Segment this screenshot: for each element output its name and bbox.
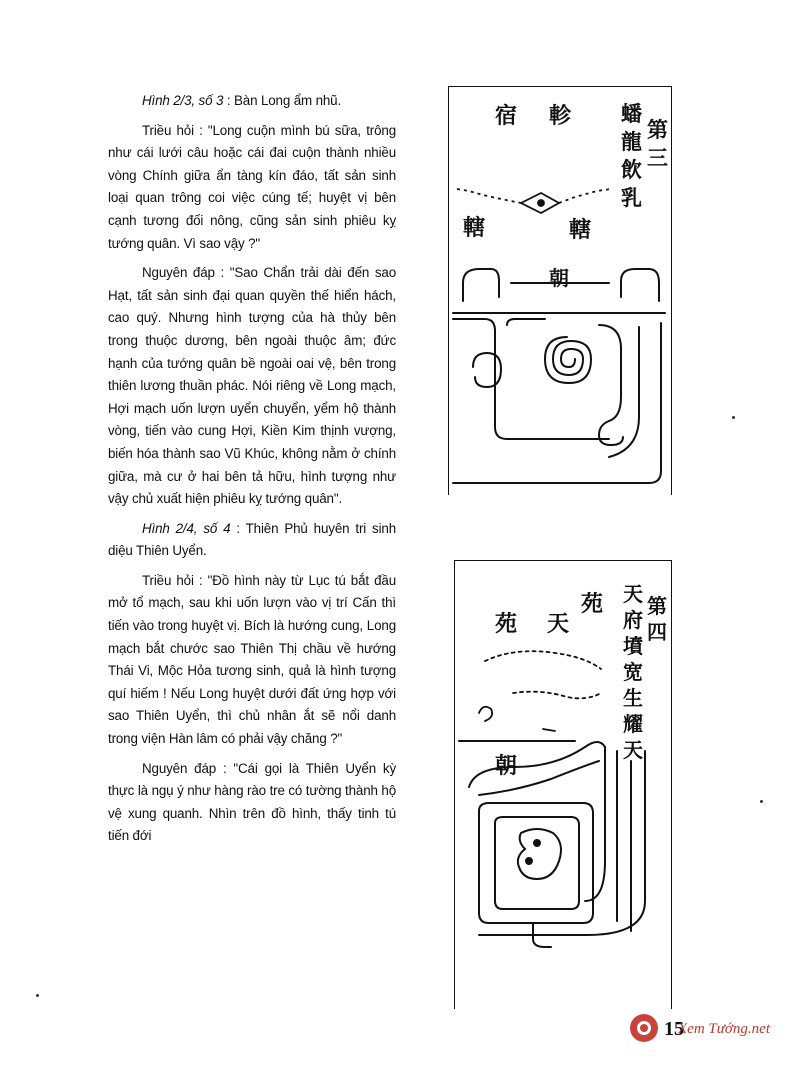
- label-yuan-top: 苑: [581, 591, 604, 617]
- dragon-vein: [453, 269, 665, 483]
- palace-core: [518, 829, 561, 879]
- figure-coiled-dragon: [448, 86, 672, 495]
- label-ling: 軫: [549, 103, 572, 129]
- yin-yang-logo-icon: [630, 1014, 658, 1042]
- vein-curve: [469, 742, 605, 787]
- star-dash: [543, 729, 555, 731]
- label-right: 轄: [569, 217, 592, 243]
- figure-thien-phu-drawing: [455, 561, 671, 1009]
- vein-hook: [473, 353, 501, 387]
- page-number: 15: [664, 1018, 684, 1040]
- title-char: 墳: [623, 634, 643, 658]
- title-char: 蟠: [621, 101, 642, 126]
- scan-speck: [760, 800, 763, 803]
- paragraph-nguyen-answer-1: [108, 262, 396, 511]
- paragraph-figure-2-4-caption: [108, 518, 396, 563]
- title-char: 生: [623, 686, 643, 710]
- title-char: 宽: [623, 660, 643, 684]
- vein-loop: [453, 319, 609, 439]
- title-char: 耀: [623, 712, 643, 736]
- figure-thien-phu: [454, 560, 672, 1009]
- label-left: 轄: [463, 215, 486, 241]
- palace-vein: [459, 741, 645, 947]
- paragraph-text: Nguyên đáp : "Sao Chẩn trải dài đến sao Hạt, tất sản sinh đại quan quyền thế hiển hách, cao quý. Nhưng hình tượng của hà thủy bên trong thuộc dương, bên ngoài thuộc âm; đức hạnh của tướng quân bề ngoài oai vệ, bên trong thiên lương thuần phác. Nói riêng về Long mạch, Hợi mạch uốn lượn uyển chuyển, yểm hộ thành vòng, tiến vào cung Hợi, Kiền Kim thịnh vượng, biến hóa thành sao Vũ Khúc, không nằm ở chính giữa, mà cư ở hai bên tả hữu, hình tượng như vậy chủ xuất hiện phiêu kỵ tướng quân".: [108, 265, 396, 507]
- label-chao: 朝: [495, 753, 518, 779]
- vein-line: [507, 319, 545, 325]
- star-link: [559, 189, 611, 203]
- paragraph-text: Nguyên đáp : "Cái gọi là Thiên Uyển kỳ thực là ngụ ý như hàng rào tre có tường thành hộ vệ xung quanh. Nhìn trên đồ hình, thấy tinh tú tiến đới: [108, 760, 396, 844]
- title-char: 天: [623, 738, 643, 762]
- brand-watermark: Xem Tướng.net: [678, 1021, 771, 1037]
- figure-coiled-dragon-drawing: [449, 87, 671, 495]
- title-char: 第: [647, 594, 667, 618]
- paragraph-text: Triều hỏi : "Đồ hình này từ Lục tú bắt đầu mở tổ mạch, sau khi uốn lượn vào vị trí Cấn thì tiến vào trong huyệt vị. Bích là hướng cung, Long mạch bắt chước sao Thiên Thị chầu về hướng Thái Vi, Mộc Hỏa tương sinh, quả là hình tượng quí hiếm ! Nếu Long huyệt dưới đất ứng hợp với sao Thiên Uyển, thì chủ nhân ắt sẽ nổi danh trong viện Hàn lâm có phải vậy chăng ?": [108, 572, 396, 747]
- core-dot: [526, 858, 532, 864]
- vein-tail: [599, 325, 623, 445]
- star-trail: [479, 651, 601, 731]
- star-trail-line: [485, 651, 601, 669]
- vein-arch: [463, 269, 499, 301]
- star-hook: [479, 707, 492, 721]
- paragraph-trieu-question-2: [108, 570, 396, 751]
- paragraph-figure-2-3-caption: [108, 90, 396, 113]
- scan-speck: [36, 994, 39, 997]
- paragraph-trieu-question-1: [108, 120, 396, 256]
- vein-line: [609, 327, 639, 457]
- title-char: 四: [647, 620, 667, 644]
- title-char: 府: [623, 608, 643, 632]
- title-char: 三: [647, 145, 668, 170]
- figure-ref: Hình 2/3, số 3: [142, 93, 224, 108]
- vein-line: [585, 747, 605, 901]
- title-char: 飲: [621, 157, 642, 182]
- figure-ref: Hình 2/4, số 4: [142, 520, 231, 536]
- scan-speck: [732, 416, 735, 419]
- star-link: [457, 189, 521, 203]
- label-chao: 朝: [549, 266, 569, 290]
- core-dot: [534, 840, 540, 846]
- article-text-column: [108, 90, 396, 855]
- title-char: 龍: [621, 129, 642, 154]
- paragraph-text: Triều hỏi : "Long cuộn mình bú sữa, trông như cái lưới câu hoặc cái đai cuộn thành nhiều vòng Chính giữa ẩn tàng kín đáo, tất sản sinh loại quan trông coi việc cúng tế; huyệt vị bên cạnh tương đối nông, cũng sản sinh phiêu kỵ tướng quân. Vì sao vậy ?": [108, 122, 396, 251]
- paragraph-nguyen-answer-2: [108, 758, 396, 848]
- label-yuan-left: 苑: [495, 611, 518, 637]
- vein-arch: [621, 269, 659, 301]
- star-chart: [457, 189, 611, 213]
- title-char: 第: [647, 117, 668, 142]
- title-char: 乳: [621, 185, 642, 210]
- label-tian: 天: [547, 611, 570, 637]
- coil-spiral: [545, 337, 591, 383]
- title-char: 天: [623, 582, 643, 606]
- paragraph-text: : Bàn Long ẩm nhũ.: [223, 93, 342, 108]
- label-su: 宿: [495, 103, 518, 129]
- paragraph-text: : Thiên Phủ huyên tri sinh diệu Thiên Uyển.: [108, 520, 396, 559]
- star-dot: [538, 200, 544, 206]
- palace-inner: [495, 817, 579, 909]
- star-trail-line: [513, 692, 601, 699]
